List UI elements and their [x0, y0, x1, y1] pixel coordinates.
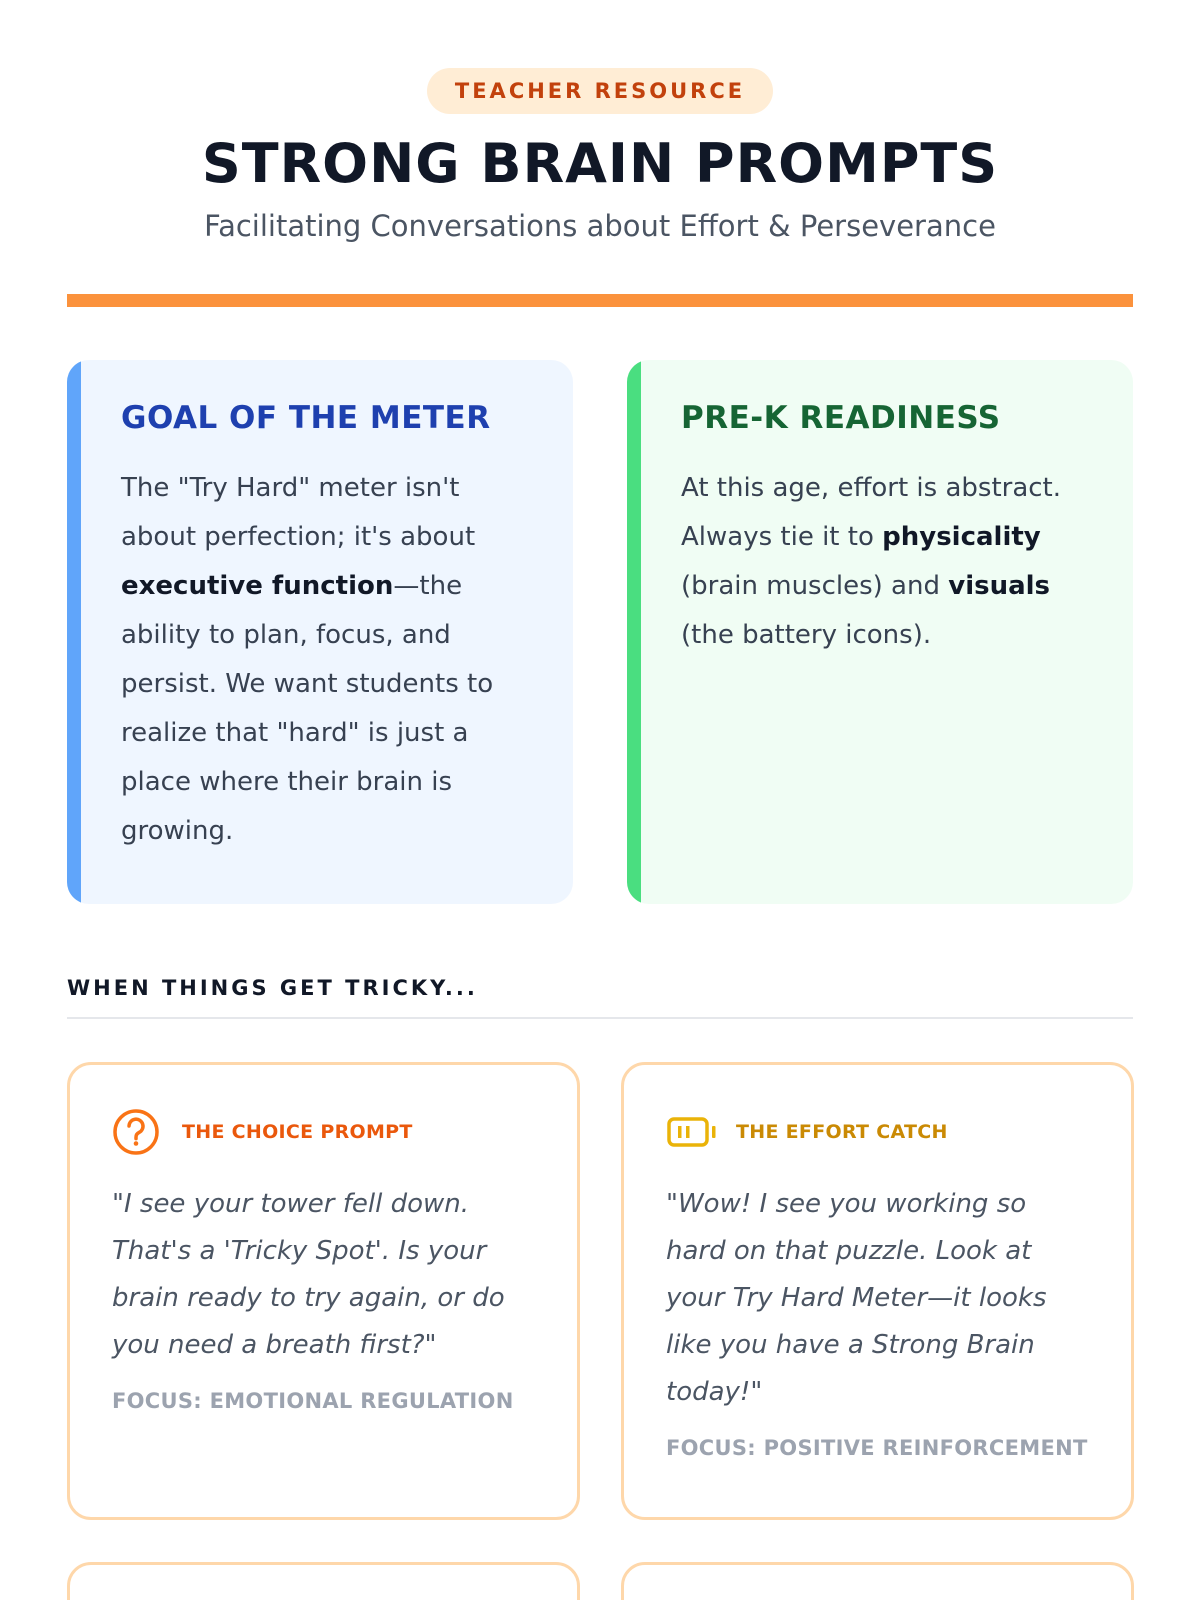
- readiness-card-title: PRE-K READINESS: [681, 400, 1001, 436]
- info-cards: [67, 360, 1133, 904]
- page-title: STRONG BRAIN PROMPTS: [201, 132, 999, 195]
- header-divider: [67, 294, 1133, 307]
- readiness-emphasis-physicality: physicality: [882, 522, 1041, 552]
- battery-icon: [666, 1107, 718, 1157]
- readiness-emphasis-visuals: visuals: [948, 571, 1051, 601]
- next-prompt-card-left: [67, 1562, 580, 1600]
- section-divider: [67, 1017, 1133, 1019]
- choice-prompt-focus: FOCUS: EMOTIONAL REGULATION: [112, 1389, 514, 1413]
- readiness-card: [627, 360, 1133, 904]
- readiness-card-text: At this age, effort is abstract. Always tie it to physicality (brain muscles) and visuals (the battery icons).: [681, 473, 1062, 650]
- section-heading: WHEN THINGS GET TRICKY...: [67, 976, 478, 1000]
- choice-prompt-title: THE CHOICE PROMPT: [182, 1121, 413, 1143]
- question-circle-icon: [112, 1107, 164, 1157]
- goal-card-text: The "Try Hard" meter isn't about perfection; it's about executive function—the ability to plan, focus, and persist. We want students to realize that "hard" is just a place where their brain is growing.: [121, 473, 494, 846]
- effort-catch-focus: FOCUS: POSITIVE REINFORCEMENT: [666, 1436, 1088, 1460]
- choice-prompt-card: [67, 1062, 580, 1520]
- page-header: [0, 0, 1200, 243]
- next-prompt-card-right: [621, 1562, 1134, 1600]
- effort-catch-card: [621, 1062, 1134, 1520]
- goal-card-title: GOAL OF THE METER: [121, 400, 491, 436]
- goal-card: [67, 360, 573, 904]
- choice-prompt-quote: "I see your tower fell down. That's a 'Tricky Spot'. Is your brain ready to try again, or do you need a breath first?": [112, 1189, 505, 1360]
- effort-catch-quote: "Wow! I see you working so hard on that puzzle. Look at your Try Hard Meter—it looks like you have a Strong Brain today!": [666, 1189, 1047, 1407]
- goal-card-emphasis: executive function: [121, 571, 394, 601]
- effort-catch-title: THE EFFORT CATCH: [736, 1121, 948, 1143]
- page-subtitle: Facilitating Conversations about Effort & Perseverance: [204, 209, 996, 243]
- resource-badge: TEACHER RESOURCE: [427, 68, 773, 114]
